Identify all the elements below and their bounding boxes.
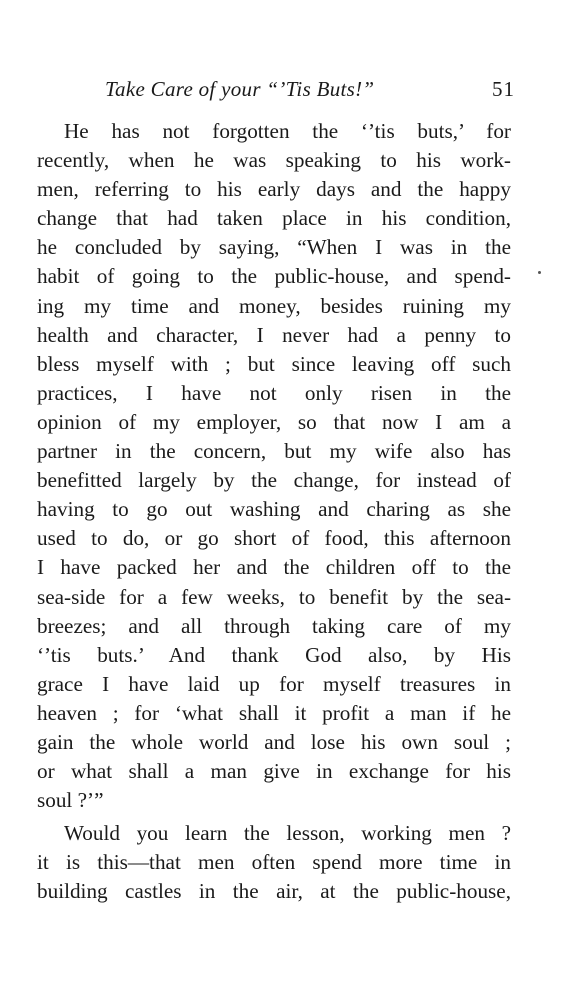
text-line: opinion of my employer, so that now I am a [37,409,511,434]
body-text [37,117,511,907]
text-line: Would you learn the lesson, working men ? [64,821,511,846]
text-line: habit of going to the public-house, and spend- [37,264,511,289]
text-line: partner in the concern, but my wife also has [37,439,511,464]
text-line: or what shall a man give in exchange for his [37,759,511,784]
text-line: recently, when he was speaking to his work- [37,148,511,173]
text-line: breezes; and all through taking care of my [37,613,511,638]
text-line: it is this—that men often spend more time in [37,850,511,875]
text-line: men, referring to his early days and the happy [37,177,511,202]
text-line: I have packed her and the children off to the [37,555,511,580]
running-head [105,74,515,104]
page-number: 51 [492,77,515,101]
print-speck [538,271,541,274]
text-line: bless myself with ; but since leaving off such [37,351,511,376]
running-title: Take Care of your “’Tis Buts!” [105,77,375,101]
text-line: ing my time and money, besides ruining my [37,293,511,318]
text-line: having to go out washing and charing as she [37,497,511,522]
text-line: health and character, I never had a penny to [37,322,511,347]
text-line: heaven ; for ‘what shall it profit a man if he [37,700,511,725]
paragraph [37,819,511,906]
text-line: he concluded by saying, “When I was in the [37,235,511,260]
text-line: grace I have laid up for myself treasures in [37,671,511,696]
text-line: change that had taken place in his condition, [37,206,511,231]
text-line: building castles in the air, at the public-house, [37,879,511,904]
text-line: ‘’tis buts.’ And thank God also, by His [37,642,511,667]
text-line: gain the whole world and lose his own soul ; [37,729,511,754]
paragraph [37,117,511,815]
text-line: He has not forgotten the ‘’tis buts,’ for [64,119,511,143]
text-line: soul ?’” [37,788,104,813]
text-line: used to do, or go short of food, this afternoon [37,526,511,551]
text-line: benefitted largely by the change, for instead of [37,468,511,493]
text-line: practices, I have not only risen in the [37,380,511,405]
text-line: sea-side for a few weeks, to benefit by the sea- [37,584,511,609]
